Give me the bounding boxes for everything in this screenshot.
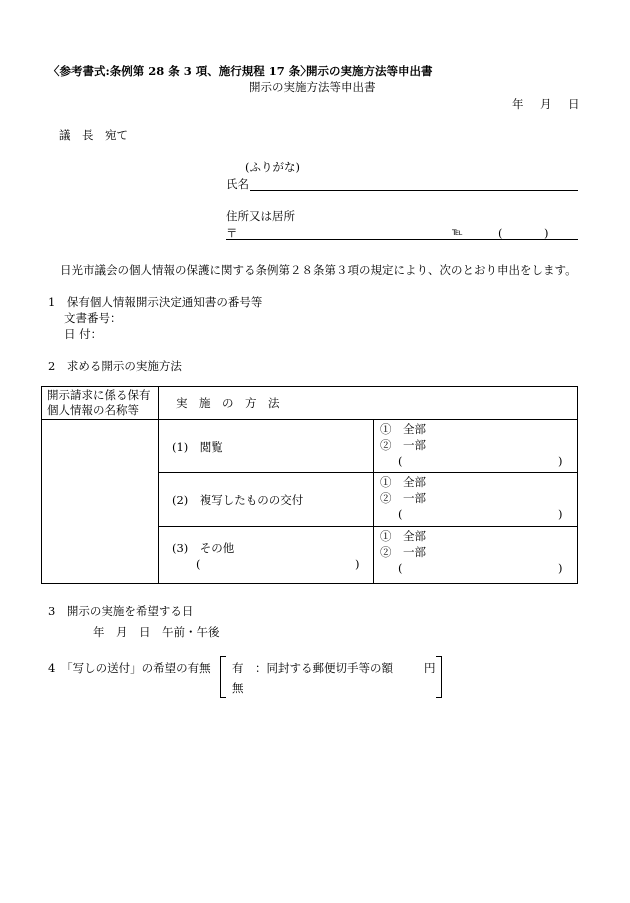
table-header-info-line1: 開示請求に係る保有 [47, 388, 151, 402]
address-label: 住所又は居所 [226, 209, 295, 223]
date-day-label: 日 [568, 97, 580, 111]
yen-label: 円 [424, 661, 436, 675]
tel-label: ℡ [452, 227, 463, 238]
table-col-divider [158, 386, 159, 583]
section3-heading: 3 開示の実施を希望する日 [48, 604, 194, 618]
addressee: 議 長 宛て [59, 128, 128, 142]
notice-date-label: 日 付： [64, 327, 103, 341]
info-name-cell[interactable] [42, 420, 157, 582]
row3-paren-open: ( [398, 561, 403, 575]
row2-paren-open: ( [398, 507, 403, 521]
tel-paren-open: ( [498, 226, 503, 240]
date-year-label: 年 [512, 97, 524, 111]
table-header-method: 実 施 の 方 法 [176, 396, 280, 410]
address-field-line[interactable] [226, 239, 578, 240]
row3-option-all[interactable]: ① 全部 [380, 529, 426, 543]
table-header-info-line2: 個人情報の名称等 [47, 403, 139, 417]
left-bracket [220, 656, 226, 698]
reference-note: 〈参考書式:条例第 28 条 3 項、施行規程 17 条〉 [48, 64, 312, 78]
section2-heading: 2 求める開示の実施方法 [48, 359, 182, 373]
row3-option-part[interactable]: ② 一部 [380, 545, 426, 559]
row3-method-paren-open: ( [196, 557, 201, 571]
row1-option-part[interactable]: ② 一部 [380, 438, 426, 452]
method-copy-label: (2) 複写したものの交付 [172, 493, 304, 507]
tel-paren-close: ) [544, 226, 549, 240]
row3-paren-close: ) [558, 561, 563, 575]
form-title: 開示の実施方法等申出書 [249, 80, 376, 94]
method-other-label: (3) その他 [172, 541, 235, 555]
method-view-label: (1) 閲覧 [172, 440, 223, 454]
name-field-line[interactable] [250, 190, 578, 191]
statement-text: 日光市議会の個人情報の保護に関する条例第２８条第３項の規定により、次のとおり申出をします。 [60, 263, 577, 277]
table-row-rule-2 [158, 526, 577, 527]
preferred-date-text[interactable]: 年 月 日 午前・午後 [93, 625, 220, 639]
row2-paren-close: ) [558, 507, 563, 521]
row1-paren-open: ( [398, 454, 403, 468]
row2-option-all[interactable]: ① 全部 [380, 475, 426, 489]
row1-option-all[interactable]: ① 全部 [380, 422, 426, 436]
table-row-rule-1 [158, 472, 577, 473]
reference-title: 開示の実施方法等申出書 [306, 64, 433, 78]
furigana-label: (ふりがな) [245, 160, 300, 174]
section1-heading: 1 保有個人情報開示決定通知書の番号等 [48, 295, 263, 309]
table-option-divider [373, 419, 374, 583]
section4-heading: 4 「写しの送付」の希望の有無 [48, 661, 211, 675]
right-bracket [436, 656, 442, 698]
mail-yes-option[interactable]: 有 ：同封する郵便切手等の額 [232, 661, 393, 675]
mail-no-option[interactable]: 無 [232, 681, 244, 695]
row2-option-part[interactable]: ② 一部 [380, 491, 426, 505]
date-month-label: 月 [540, 97, 552, 111]
doc-number-label: 文書番号： [64, 311, 122, 325]
postal-mark: 〒 [226, 226, 238, 240]
row1-paren-close: ) [558, 454, 563, 468]
row3-method-paren-close: ) [355, 557, 360, 571]
name-label: 氏名 [226, 177, 249, 191]
